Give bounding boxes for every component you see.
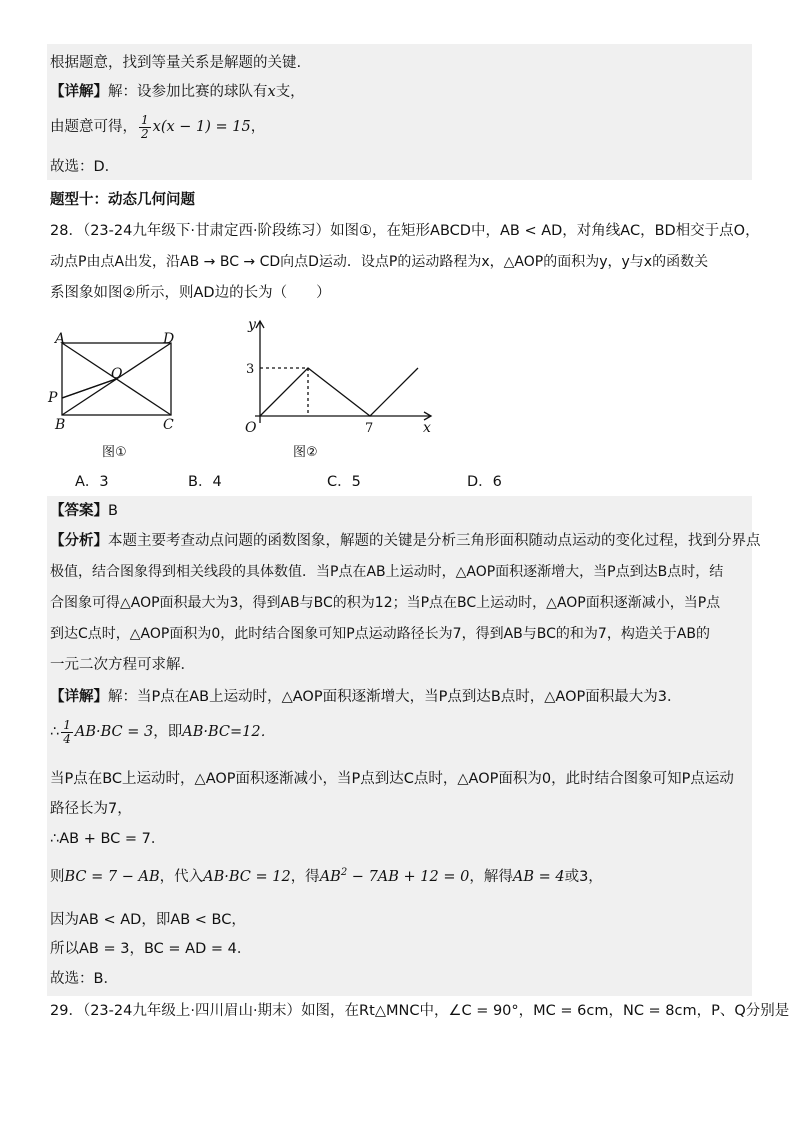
text: 则 xyxy=(50,868,65,885)
figure-1-rectangle xyxy=(45,328,195,468)
question-28-line1 xyxy=(50,220,760,242)
text: 解：设参加比赛的球队有 xyxy=(108,84,268,100)
detail-line2 xyxy=(50,716,275,748)
equation: AB = 4 xyxy=(512,868,565,885)
analysis-line5: 一元二次方程可求解． xyxy=(50,657,195,673)
detail-line5: ∴AB + BC = 7． xyxy=(50,831,166,847)
text: ，得 xyxy=(290,868,320,885)
tick-label-x: 7 xyxy=(365,421,374,436)
detail-tag: 【详解】 xyxy=(50,84,108,100)
equation: AB·BC = 12 xyxy=(203,868,291,885)
analysis-tag: 【分析】 xyxy=(50,533,108,549)
equation-line xyxy=(50,112,265,142)
section-title: 题型十：动态几何问题 xyxy=(50,192,195,208)
equation: AB·BC=12． xyxy=(182,724,276,740)
label-p: P xyxy=(48,390,58,406)
label-c: C xyxy=(163,417,174,433)
text: 或3， xyxy=(564,868,603,885)
analysis-line1 xyxy=(50,530,761,552)
label-a: A xyxy=(55,331,66,347)
detail-line8: 所以AB = 3，BC = AD = 4． xyxy=(50,941,252,957)
label-d: D xyxy=(163,331,175,347)
segment-pc xyxy=(62,379,116,398)
axis-label-x: x xyxy=(423,420,431,436)
text: ，解得 xyxy=(469,868,513,885)
analysis-line3: 合图象可得△AOP面积最大为3，得到AB与BC的积为12；当P点在BC上运动时，△AOP面积逐渐减小，当P点 xyxy=(50,595,721,611)
figure-2-caption: 图② xyxy=(293,445,318,460)
figure-2-graph xyxy=(235,315,445,465)
analysis-line4: 到达C点时，△AOP面积为0，此时结合图象可知P点运动路径长为7，得到AB与BC的和为7，构造关于AB的 xyxy=(50,626,710,642)
answer-tag: 【答案】 xyxy=(50,503,108,519)
detail-line3: 当P点在BC上运动时，△AOP面积逐渐减小，当P点到达C点时，△AOP面积为0，此时结合图象可知P点运动 xyxy=(50,771,734,787)
label-b: B xyxy=(55,417,66,433)
text: ，代入 xyxy=(159,868,204,885)
origin-label: O xyxy=(245,420,257,436)
text-line: 根据题意，找到等量关系是解题的关键. xyxy=(50,55,302,71)
text: 由题意可得， xyxy=(50,119,137,135)
question-number: 28． xyxy=(50,223,83,239)
option-d[interactable]: D．6 xyxy=(467,474,502,490)
detail-line xyxy=(50,81,305,103)
equation: BC = 7 − AB xyxy=(64,868,160,885)
detail-line4: 路径长为7， xyxy=(50,801,132,817)
text: 解：当P点在AB上运动时，△AOP面积逐渐增大，当P点到达B点时，△AOP面积最大为3． xyxy=(108,689,682,705)
detail-line7: 因为AB < AD，即AB < BC， xyxy=(50,912,246,928)
graph-line xyxy=(260,368,418,416)
text: ， xyxy=(250,119,266,135)
answer-value: B xyxy=(108,503,118,519)
question-29-line1 xyxy=(50,1000,789,1022)
text: 如图，在Rt△MNC中，∠C = 90°，MC = 6cm，NC = 8cm，P、Q分别是 xyxy=(301,1003,790,1019)
fraction: $\frac{1}{4}$ xyxy=(63,717,71,746)
option-b[interactable]: B．4 xyxy=(188,474,222,490)
equation: x(x − 1) = 15 xyxy=(152,119,251,135)
math-var: x xyxy=(267,84,276,100)
equation: $AB^2 - 7AB + 12 = 0$ xyxy=(319,867,470,885)
answer-line xyxy=(50,500,118,522)
detail-line6 xyxy=(50,862,603,888)
question-28-line2: 动点P由点A出发，沿AB → BC → CD向点D运动．设点P的运动路程为x，△AOP的面积为y，y与x的函数关 xyxy=(50,254,709,270)
therefore-symbol: ∴ xyxy=(50,724,60,740)
detail-tag: 【详解】 xyxy=(50,689,108,705)
text: 支， xyxy=(275,84,305,100)
text: 如图①，在矩形ABCD中，AB < AD，对角线AC，BD相交于点O， xyxy=(330,223,760,239)
choice-line: 故选：B． xyxy=(50,971,118,987)
question-number: 29． xyxy=(50,1003,83,1019)
option-a[interactable]: A．3 xyxy=(75,474,109,490)
question-source: （23-24九年级上·四川眉山·期末） xyxy=(82,1003,302,1019)
fraction: $\frac{1}{2}$ xyxy=(141,112,149,141)
analysis-line2: 极值，结合图象得到相关线段的具体数值．当P点在AB上运动时，△AOP面积逐渐增大，当P点到达B点时，结 xyxy=(50,564,724,580)
detail-line1 xyxy=(50,686,681,708)
equation: AB·BC = 3 xyxy=(74,724,154,740)
question-source: （23-24九年级下·甘肃定西·阶段练习） xyxy=(82,223,331,239)
tick-label-y: 3 xyxy=(246,362,255,377)
axis-label-y: y xyxy=(248,317,256,333)
label-o: O xyxy=(111,366,123,382)
question-28-line3: 系图象如图②所示，则AD边的长为（ ） xyxy=(50,285,331,301)
figure-1-caption: 图① xyxy=(102,445,127,460)
text: ，即 xyxy=(153,724,183,740)
choice-line: 故选：D． xyxy=(50,159,120,175)
text: 本题主要考查动点问题的函数图象，解题的关键是分析三角形面积随动点运动的变化过程，找到分界点 xyxy=(108,533,761,549)
option-c[interactable]: C．5 xyxy=(327,474,361,490)
